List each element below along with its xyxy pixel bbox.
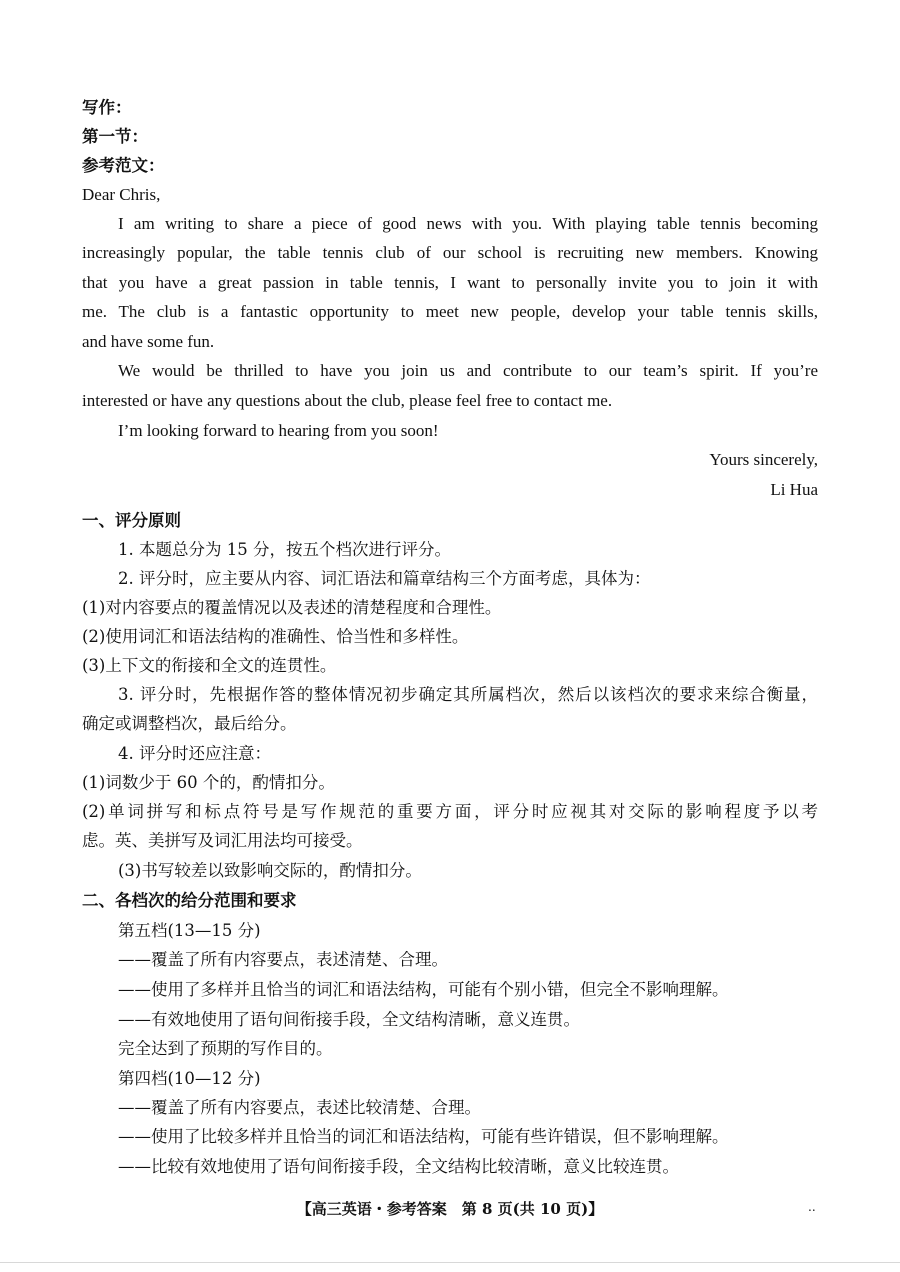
level4-title: 第四档(10—12 分)	[118, 1069, 261, 1088]
principle-item-4-sub3: (3)书写较差以致影响交际的，酌情扣分。	[118, 861, 422, 880]
letter-p2-line2: interested or have any questions about the club, please feel free to contact me.	[82, 391, 613, 410]
letter-p2-line1: We would be thrilled to have you join us and contribute to our team’s spirit. If you’re	[118, 361, 818, 380]
principle-item-4-sub2-line1: (2)单词拼写和标点符号是写作规范的重要方面，评分时应视其对交际的影响程度予以考	[82, 802, 818, 821]
letter-greeting: Dear Chris,	[82, 185, 161, 204]
letter-signature: Li Hua	[770, 480, 818, 499]
level4-point-3: ——比较有效地使用了语句间衔接手段，全文结构比较清晰，意义比较连贯。	[118, 1157, 679, 1176]
level5-point-3: ——有效地使用了语句间衔接手段，全文结构清晰，意义连贯。	[118, 1010, 580, 1029]
principle-item-3-line1: 3. 评分时，先根据作答的整体情况初步确定其所属档次，然后以该档次的要求来综合衡量，	[118, 685, 818, 704]
letter-p1-line3: that you have a great passion in table tennis, I want to personally invite you to join it with	[82, 273, 818, 292]
level5-point-1: ——覆盖了所有内容要点，表述清楚、合理。	[118, 950, 448, 969]
letter-p1-line5: and have some fun.	[82, 332, 215, 351]
letter-p1-line1: I am writing to share a piece of good news with you. With playing table tennis becoming	[118, 214, 818, 233]
principle-item-4: 4. 评分时还应注意：	[118, 744, 271, 763]
sample-label: 参考范文：	[82, 156, 165, 175]
letter-p3: I’m looking forward to hearing from you soon!	[118, 421, 439, 440]
principles-heading: 一、评分原则	[82, 511, 181, 530]
levels-heading: 二、各档次的给分范围和要求	[82, 891, 297, 910]
letter-closing: Yours sincerely,	[709, 450, 818, 469]
principle-item-4-sub2-line2: 虑。英、美拼写及词汇用法均可接受。	[82, 831, 363, 850]
principle-item-2-sub1: (1)对内容要点的覆盖情况以及表述的清楚程度和合理性。	[82, 598, 502, 617]
principle-item-3-line2: 确定或调整档次，最后给分。	[82, 714, 297, 733]
principle-item-2-sub2: (2)使用词汇和语法结构的准确性、恰当性和多样性。	[82, 627, 469, 646]
level4-point-2: ——使用了比较多样并且恰当的词汇和语法结构，可能有些许错误，但不影响理解。	[118, 1127, 729, 1146]
principle-item-4-sub1: (1)词数少于 60 个的，酌情扣分。	[82, 773, 335, 792]
principle-item-2-sub3: (3)上下文的衔接和全文的连贯性。	[82, 656, 337, 675]
letter-p1-line4: me. The club is a fantastic opportunity to meet new people, develop your table tennis skills,	[82, 302, 818, 321]
level4-point-1: ——覆盖了所有内容要点，表述比较清楚、合理。	[118, 1098, 481, 1117]
level5-point-2: ——使用了多样并且恰当的词汇和语法结构，可能有个别小错，但完全不影响理解。	[118, 980, 729, 999]
letter-p1-line2: increasingly popular, the table tennis club of our school is recruiting new members. Knowing	[82, 243, 818, 262]
page-footer: 【高三英语・参考答案 第 8 页(共 10 页)】	[296, 1200, 604, 1218]
level5-summary: 完全达到了预期的写作目的。	[118, 1039, 333, 1058]
scan-mark: ..	[808, 1200, 816, 1214]
principle-item-2: 2. 评分时，应主要从内容、词汇语法和篇章结构三个方面考虑，具体为：	[118, 569, 651, 588]
principle-item-1: 1. 本题总分为 15 分，按五个档次进行评分。	[118, 540, 451, 559]
page-edge-divider	[0, 1262, 900, 1263]
writing-title: 写作：	[82, 98, 132, 117]
section-label: 第一节：	[82, 127, 148, 146]
level5-title: 第五档(13—15 分)	[118, 921, 261, 940]
